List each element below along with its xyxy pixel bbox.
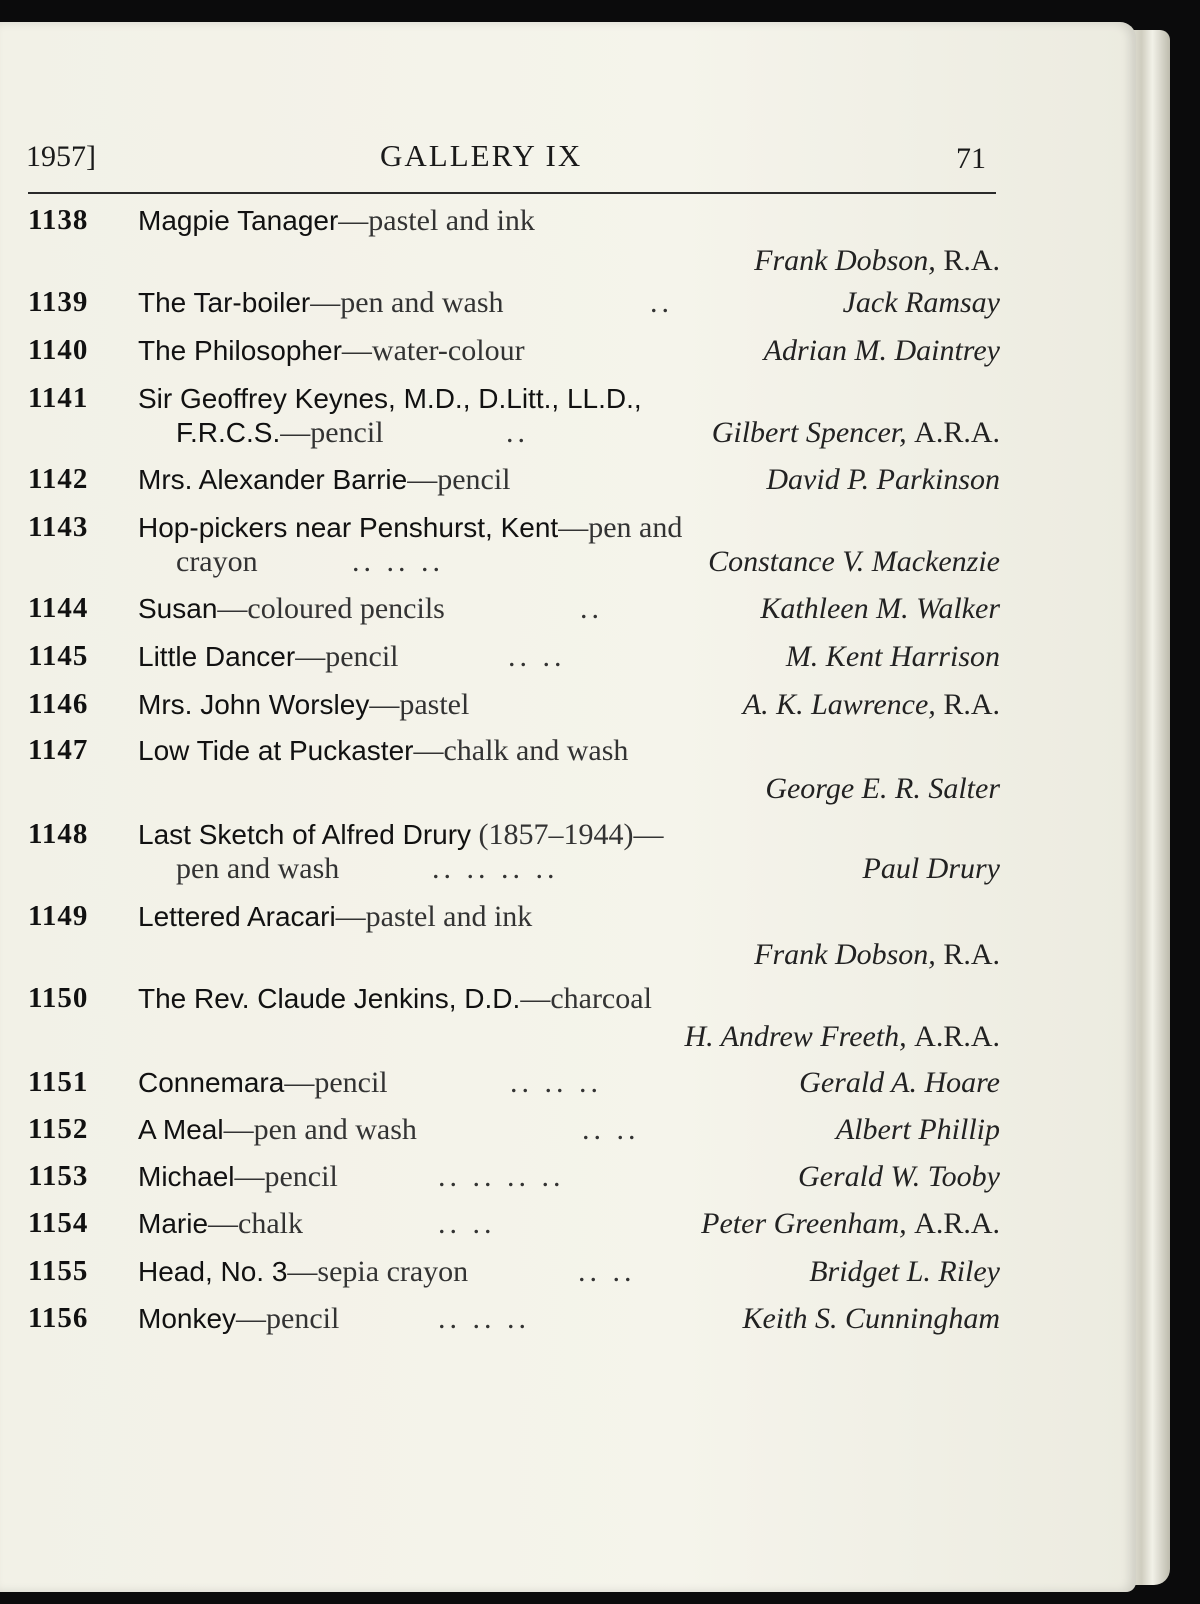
entry-number: 1145 (28, 640, 89, 672)
entry-line (138, 511, 1000, 549)
leader-dots: .. .. (582, 1113, 640, 1146)
work-medium: —pastel and ink (338, 204, 535, 237)
entry-line (138, 592, 1000, 630)
entry-number: 1142 (28, 463, 89, 495)
leader-dots: .. (650, 286, 673, 319)
entry-line (138, 938, 1000, 976)
work-medium-cont: crayon (176, 545, 258, 578)
entry-number: 1153 (28, 1160, 89, 1192)
leader-dots: .. .. .. .. (438, 1160, 565, 1193)
entry-line (138, 1066, 1000, 1104)
artist-name: Gerald A. Hoare (799, 1066, 1000, 1099)
leader-dots: .. .. (578, 1255, 636, 1288)
work-medium: —pencil (236, 1302, 340, 1335)
work-medium: —pencil (295, 640, 399, 673)
leader-dots: .. .. (508, 640, 566, 673)
work-medium: —water-colour (341, 334, 525, 367)
entry-line (138, 286, 1000, 324)
entry-number: 1155 (28, 1255, 89, 1287)
entry-line (138, 1020, 1000, 1058)
entry-number: 1140 (28, 334, 89, 366)
work-title: Lettered Aracari (138, 901, 336, 932)
work-medium: —chalk (208, 1207, 303, 1240)
entry-line (138, 982, 1000, 1020)
work-title: The Philosopher (138, 335, 342, 366)
work-medium: —pen and (558, 511, 683, 544)
leader-dots: .. (580, 592, 603, 625)
entry-line (138, 244, 1000, 282)
work-medium: (1857–1944)— (471, 818, 664, 851)
entry-line (138, 204, 1000, 242)
artist-name: Albert Phillip (835, 1113, 1000, 1146)
work-title: Marie (138, 1208, 209, 1239)
leader-dots: .. .. (438, 1207, 496, 1240)
artist-name: Kathleen M. Walker (760, 592, 1000, 625)
entry-line (138, 900, 1000, 938)
entry-number: 1146 (28, 688, 89, 720)
work-medium: —pastel (369, 688, 470, 721)
entry-number: 1154 (28, 1207, 89, 1239)
work-medium-cont: pen and wash (176, 852, 340, 885)
work-title: Mrs. Alexander Barrie (138, 464, 408, 495)
entry-line (138, 772, 1000, 810)
entry-line (138, 640, 1000, 678)
running-header (0, 134, 1000, 184)
work-medium: —chalk and wash (413, 734, 629, 767)
artist-name: Paul Drury (862, 852, 1000, 885)
artist-name: Bridget L. Riley (809, 1255, 1000, 1288)
artist-name: Peter Greenham, A.R.A. (701, 1207, 1000, 1240)
work-medium: —pencil (234, 1160, 338, 1193)
work-title: Head, No. 3 (138, 1256, 288, 1287)
entry-line (138, 1207, 1000, 1245)
entry-number: 1148 (28, 818, 89, 850)
leader-dots: .. .. .. .. (432, 852, 559, 885)
artist-name: Frank Dobson, R.A. (754, 938, 1000, 971)
entry-number: 1147 (28, 734, 89, 766)
work-title: Susan (138, 593, 218, 624)
artist-name: A. K. Lawrence, R.A. (742, 688, 1000, 721)
work-title-cont: F.R.C.S. (176, 417, 281, 448)
entry-number: 1138 (28, 204, 89, 236)
catalogue-page (0, 22, 1136, 1592)
work-medium: —coloured pencils (217, 592, 445, 625)
entry-number: 1139 (28, 286, 89, 318)
work-medium: —pen and wash (310, 286, 504, 319)
work-medium: —pastel and ink (335, 900, 533, 933)
work-title: Michael (138, 1161, 235, 1192)
entry-line (138, 818, 1000, 856)
artist-name: M. Kent Harrison (785, 640, 1000, 673)
work-title: Magpie Tanager (138, 205, 339, 236)
entry-line (138, 688, 1000, 726)
entry-line (176, 852, 1000, 890)
work-medium: —pencil (280, 416, 384, 449)
artist-name: Adrian M. Daintrey (763, 334, 1000, 367)
work-title: Mrs. John Worsley (138, 689, 370, 720)
header-title: GALLERY IX (380, 138, 583, 173)
work-title: Connemara (138, 1067, 285, 1098)
entry-number: 1152 (28, 1113, 89, 1145)
entry-line (138, 1255, 1000, 1293)
artist-name: Jack Ramsay (842, 286, 1000, 319)
work-title: The Rev. Claude Jenkins, D.D. (138, 983, 521, 1014)
entry-line (176, 416, 1000, 454)
work-title: Hop-pickers near Penshurst, Kent (138, 512, 559, 543)
entry-line (138, 734, 1000, 772)
artist-name: H. Andrew Freeth, A.R.A. (684, 1020, 1000, 1053)
entry-number: 1150 (28, 982, 89, 1014)
work-medium: —pencil (284, 1066, 388, 1099)
header-rule (28, 192, 996, 194)
work-medium: —charcoal (520, 982, 652, 1015)
entry-number: 1151 (28, 1066, 89, 1098)
work-title: A Meal (138, 1114, 224, 1145)
artist-name: David P. Parkinson (766, 463, 1000, 496)
work-title: Monkey (138, 1303, 237, 1334)
entry-number: 1156 (28, 1302, 89, 1334)
entry-line (176, 545, 1000, 583)
work-medium: —pen and wash (223, 1113, 417, 1146)
entry-number: 1143 (28, 511, 89, 543)
artist-name: George E. R. Salter (765, 772, 1000, 805)
work-title: The Tar-boiler (138, 287, 311, 318)
work-title: Sir Geoffrey Keynes, M.D., D.Litt., LL.D., (138, 383, 642, 414)
leader-dots: .. .. .. (510, 1066, 602, 1099)
work-title: Low Tide at Puckaster (138, 735, 414, 766)
entry-line (138, 1302, 1000, 1340)
artist-name: Constance V. Mackenzie (708, 545, 1000, 578)
work-title: Last Sketch of Alfred Drury (138, 819, 472, 850)
leader-dots: .. (506, 416, 529, 449)
page-number: 71 (956, 142, 986, 175)
artist-name: Gerald W. Tooby (798, 1160, 1000, 1193)
work-title: Little Dancer (138, 641, 296, 672)
entry-number: 1144 (28, 592, 89, 624)
artist-name: Keith S. Cunningham (742, 1302, 1000, 1335)
entry-line (138, 463, 1000, 501)
entry-line (138, 1113, 1000, 1151)
entry-line (138, 1160, 1000, 1198)
artist-name: Gilbert Spencer, A.R.A. (711, 416, 1000, 449)
entry-line (138, 382, 1000, 420)
header-year: 1957] (26, 140, 96, 173)
work-medium: —sepia crayon (287, 1255, 469, 1288)
entry-line (138, 334, 1000, 372)
leader-dots: .. .. .. (352, 545, 444, 578)
leader-dots: .. .. .. (438, 1302, 530, 1335)
work-medium: —pencil (407, 463, 511, 496)
entry-number: 1149 (28, 900, 89, 932)
entry-number: 1141 (28, 382, 89, 414)
artist-name: Frank Dobson, R.A. (754, 244, 1000, 277)
